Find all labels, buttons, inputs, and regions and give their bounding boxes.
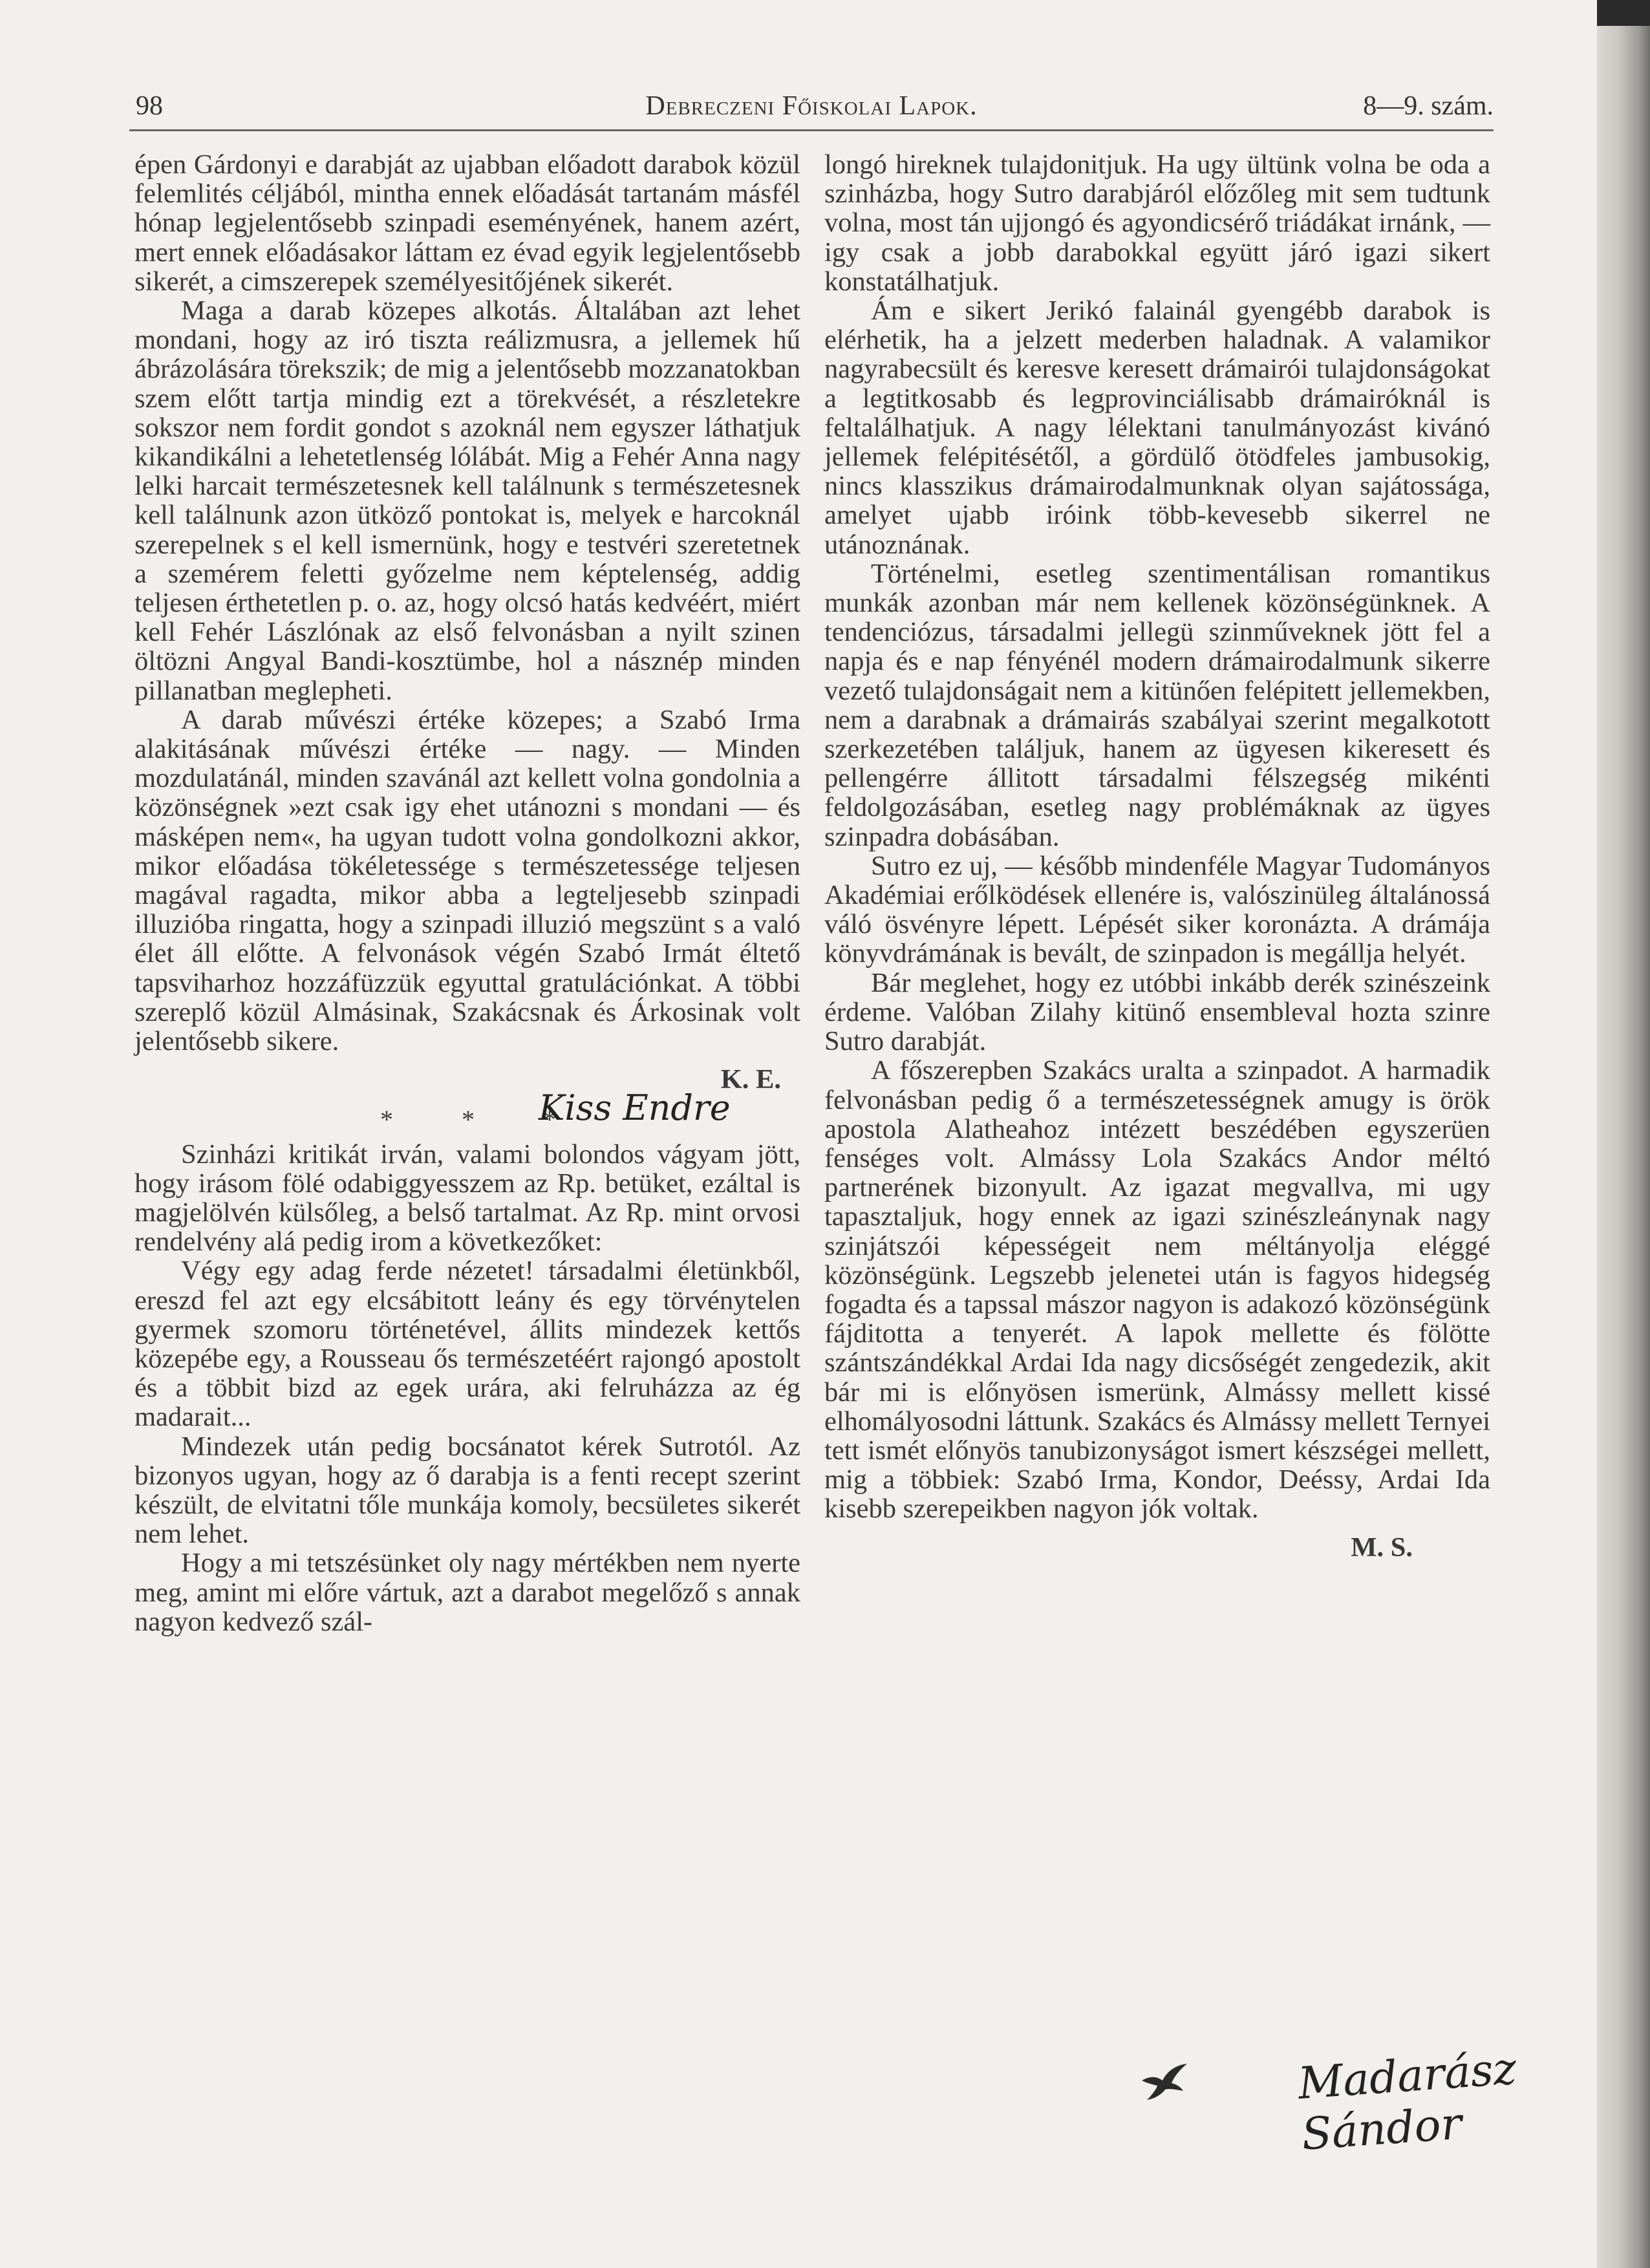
asterism: * * * [380,1104,587,1134]
paragraph: longó hireknek tulajdonitjuk. Ha ugy ültünk volna be oda a szinházba, hogy Sutro darabjáról előzőleg mit sem tudtunk volna, most tán ujjongó és agyondicsérő triádákat irnánk, — igy csak a jobb darabokkal együtt járó igazi sikert konstatálhatjuk. [824,149,1490,297]
handwritten-annotation: Kiss Endre [539,1087,731,1128]
paragraph: Hogy a mi tetszésünket oly nagy mértékben nem nyerte meg, amint mi előre vártuk, azt a darabot megelőző s annak nagyon kedvező szál- [134,1548,800,1637]
scan-border [1597,0,1650,26]
paragraph: Bár meglehet, hogy ez utóbbi inkább derék szinészeink érdeme. Valóban Zilahy kitünő ensembleval hozta szinre Sutro darabját. [824,967,1490,1057]
left-column [134,150,800,1636]
paragraph: Szinházi kritikát irván, valami bolondos vágyam jött, hogy irásom fölé odabiggyesszem az Rp. betüket, ezáltal is magjelölvén külsőleg, a belső tartalmat. Az Rp. mint orvosi rendelvény alá pedig irom a következőket: [134,1139,800,1257]
paragraph: Maga a darab közepes alkotás. Általában azt lehet mondani, hogy az iró tiszta reálizmusra, a jellemek hű ábrázolására törekszik; de mig a jelentősebb mozzanatokban szem előtt tartja mindig ezt a törekvését, a részletekre sokszor nem fordit gondot s azoknál nem egyszer láthatjuk kikandikálni a lehetetlenség lólábát. Mig a Fehér Anna nagy lelki harcait természetesnek kell találnunk s természetesnek kell találnunk azon ütköző pontokat is, melyek e harcoknál szerepelnek s el kell ismernünk, hogy e testvéri szeretetnek a szemérem feletti győzelme nem képtelenség, addig teljesen érthetetlen p. o. az, hogy olcsó hatás kedvéért, miért kell Fehér Lászlónak az első felvonásban a nyilt szinen öltözni Angyal Bandi-kosztümbe, hol a násznép minden pillanatban meglepheti. [134,295,800,706]
paragraph: épen Gárdonyi e darabját az ujabban előadott darabok közül felemlités céljából, mintha ennek előadását tartanám másfél hónap legjelentősebb szinpadi eseményének, hanem azért, mert ennek előadásakor láttam ez évad egyik legjelentősebb sikerét, a cimszerepek személyesitőjének sikerét. [134,149,800,297]
handwritten-annotation: Madarász Sándor [1296,2043,1518,2161]
signature-ms: M. S. [1351,1532,1413,1563]
right-column [824,150,1490,1566]
issue-number: 8—9. szám. [1363,91,1494,121]
signature-ke: K. E. [720,1064,781,1095]
paragraph: A főszerepben Szakács uralta a szinpadot. A harmadik felvonásban pedig ő a természetességnek amugy is örök apostola Alatheahoz intézett beszédében egyszerüen fenséges volt. Almássy Lola Szakács Andor méltó partnerének bizonyult. Az igazat megvallva, mi ugy tapasztaljuk, hogy ennek az igazi szinészleánynak nagy szinjátszói képességeit nem méltányolja eléggé közönségünk. Legszebb jelenetei után is fagyos hidegség fogadta és a tapssal mászor nagyon is adakozó közönségünk fájditotta a tenyerét. A lapok mellette és fölötte szántszándékkal Ardai Ida nagy dicsőségét zengedezik, akit bár mi is előnyösen ismerünk, Almássy mellett kissé elhomályosodni láttunk. Szakács és Almássy mellett Ternyei tett ismét előnyös tanubizonyságot ismert készségei mellett, mig a többiek: Szabó Irma, Kondor, Deéssy, Ardai Ida kisebb szerepeikben nagyon jók voltak. [824,1055,1490,1524]
paragraph: Történelmi, esetleg szentimentálisan romantikus munkák azonban már nem kellenek közönségünknek. A tendenciózus, társadalmi jellegü szinműveknek jött fel a napja és e nap fényénél modern drámairodalmunk sikerre vezető tulajdonságait nem a kitünően felépitett jellemekben, nem a darabnak a drámairás szabályai szerint megalkotott szerkezetében találjuk, hanem az ügyesen kikeresett és pellengérre állitott társadalmi félszegség mikénti feldolgozásában, esetleg nagy problémáknak az ügyes szinpadra dobásában. [824,558,1490,852]
running-header [129,91,1494,128]
paragraph: Ám e sikert Jerikó falainál gyengébb darabok is elérhetik, ha a jelzett mederben haladnak. A valamikor nagyrabecsült és keresve keresett drámairói tulajdonságokat a legtitkosabb és legprovinciálisabb drámairóknál is feltalálhatjuk. A nagy lélektani tanulmányozást kivánó jellemek felépitésétől, a gördülő ötödfeles jambusokig, nincs klasszikus drámairodalmunknak olyan sajátossága, amelyet ujabb iróink több-kevesebb sikerrel ne utánoznának. [824,295,1490,560]
section-divider [134,1087,800,1140]
paragraph: Végy egy adag ferde nézetet! társadalmi életünkből, ereszd fel azt egy elcsábitott leány és egy törvénytelen gyermek szomoru történetével, állits mindezek kettős közepébe egy, a Rousseau ős természetéért rajongó apostolt és a többit bizd az egek urára, aki felruházza az ég madarait... [134,1256,800,1433]
header-rule [129,129,1494,131]
paragraph: A darab művészi értéke közepes; a Szabó Irma alakitásának művészi értéke — nagy. — Minden mozdulatánál, minden szavánál azt kellett volna gondolnia a közönségnek »ezt csak igy ehet utánozni s mondani — és másképen nem«, ha ugyan tudott volna gondolkozni akkor, mikor előadása tökéletessége s természetessége teljesen magával ragadta, mikor abba a legteljesebb szinpadi illuzióba ringatta, hogy a szinpadi illuzió megszünt s a való élet áll előtte. A felvonások végén Szabó Irmát éltető tapsviharhoz hozzáfüzzük egyuttal gratulációnkat. A többi szereplő közül Almásinak, Szakácsnak és Árkosinak volt jelentősebb sikere. [134,704,800,1057]
bird-ornament-icon [1138,2061,1190,2102]
paragraph: Mindezek után pedig bocsánatot kérek Sutrotól. Az bizonyos ugyan, hogy az ő darabja is a fenti recept szerint készült, de elvitatni tőle munkája komoly, becsületes sikerét nem lehet. [134,1431,800,1550]
paragraph: Sutro ez uj, — később mindenféle Magyar Tudományos Akadémiai erőlködések ellenére is, valószinüleg általánossá váló ösvényre lépett. Lépését siker koronázta. A drámája könyvdrámának is bevált, de szinpadon is megállja helyét. [824,850,1490,969]
page-number: 98 [136,91,163,121]
page-edge [1597,0,1650,2268]
journal-title: Debreczeni Főiskolai Lapok. [645,91,978,121]
